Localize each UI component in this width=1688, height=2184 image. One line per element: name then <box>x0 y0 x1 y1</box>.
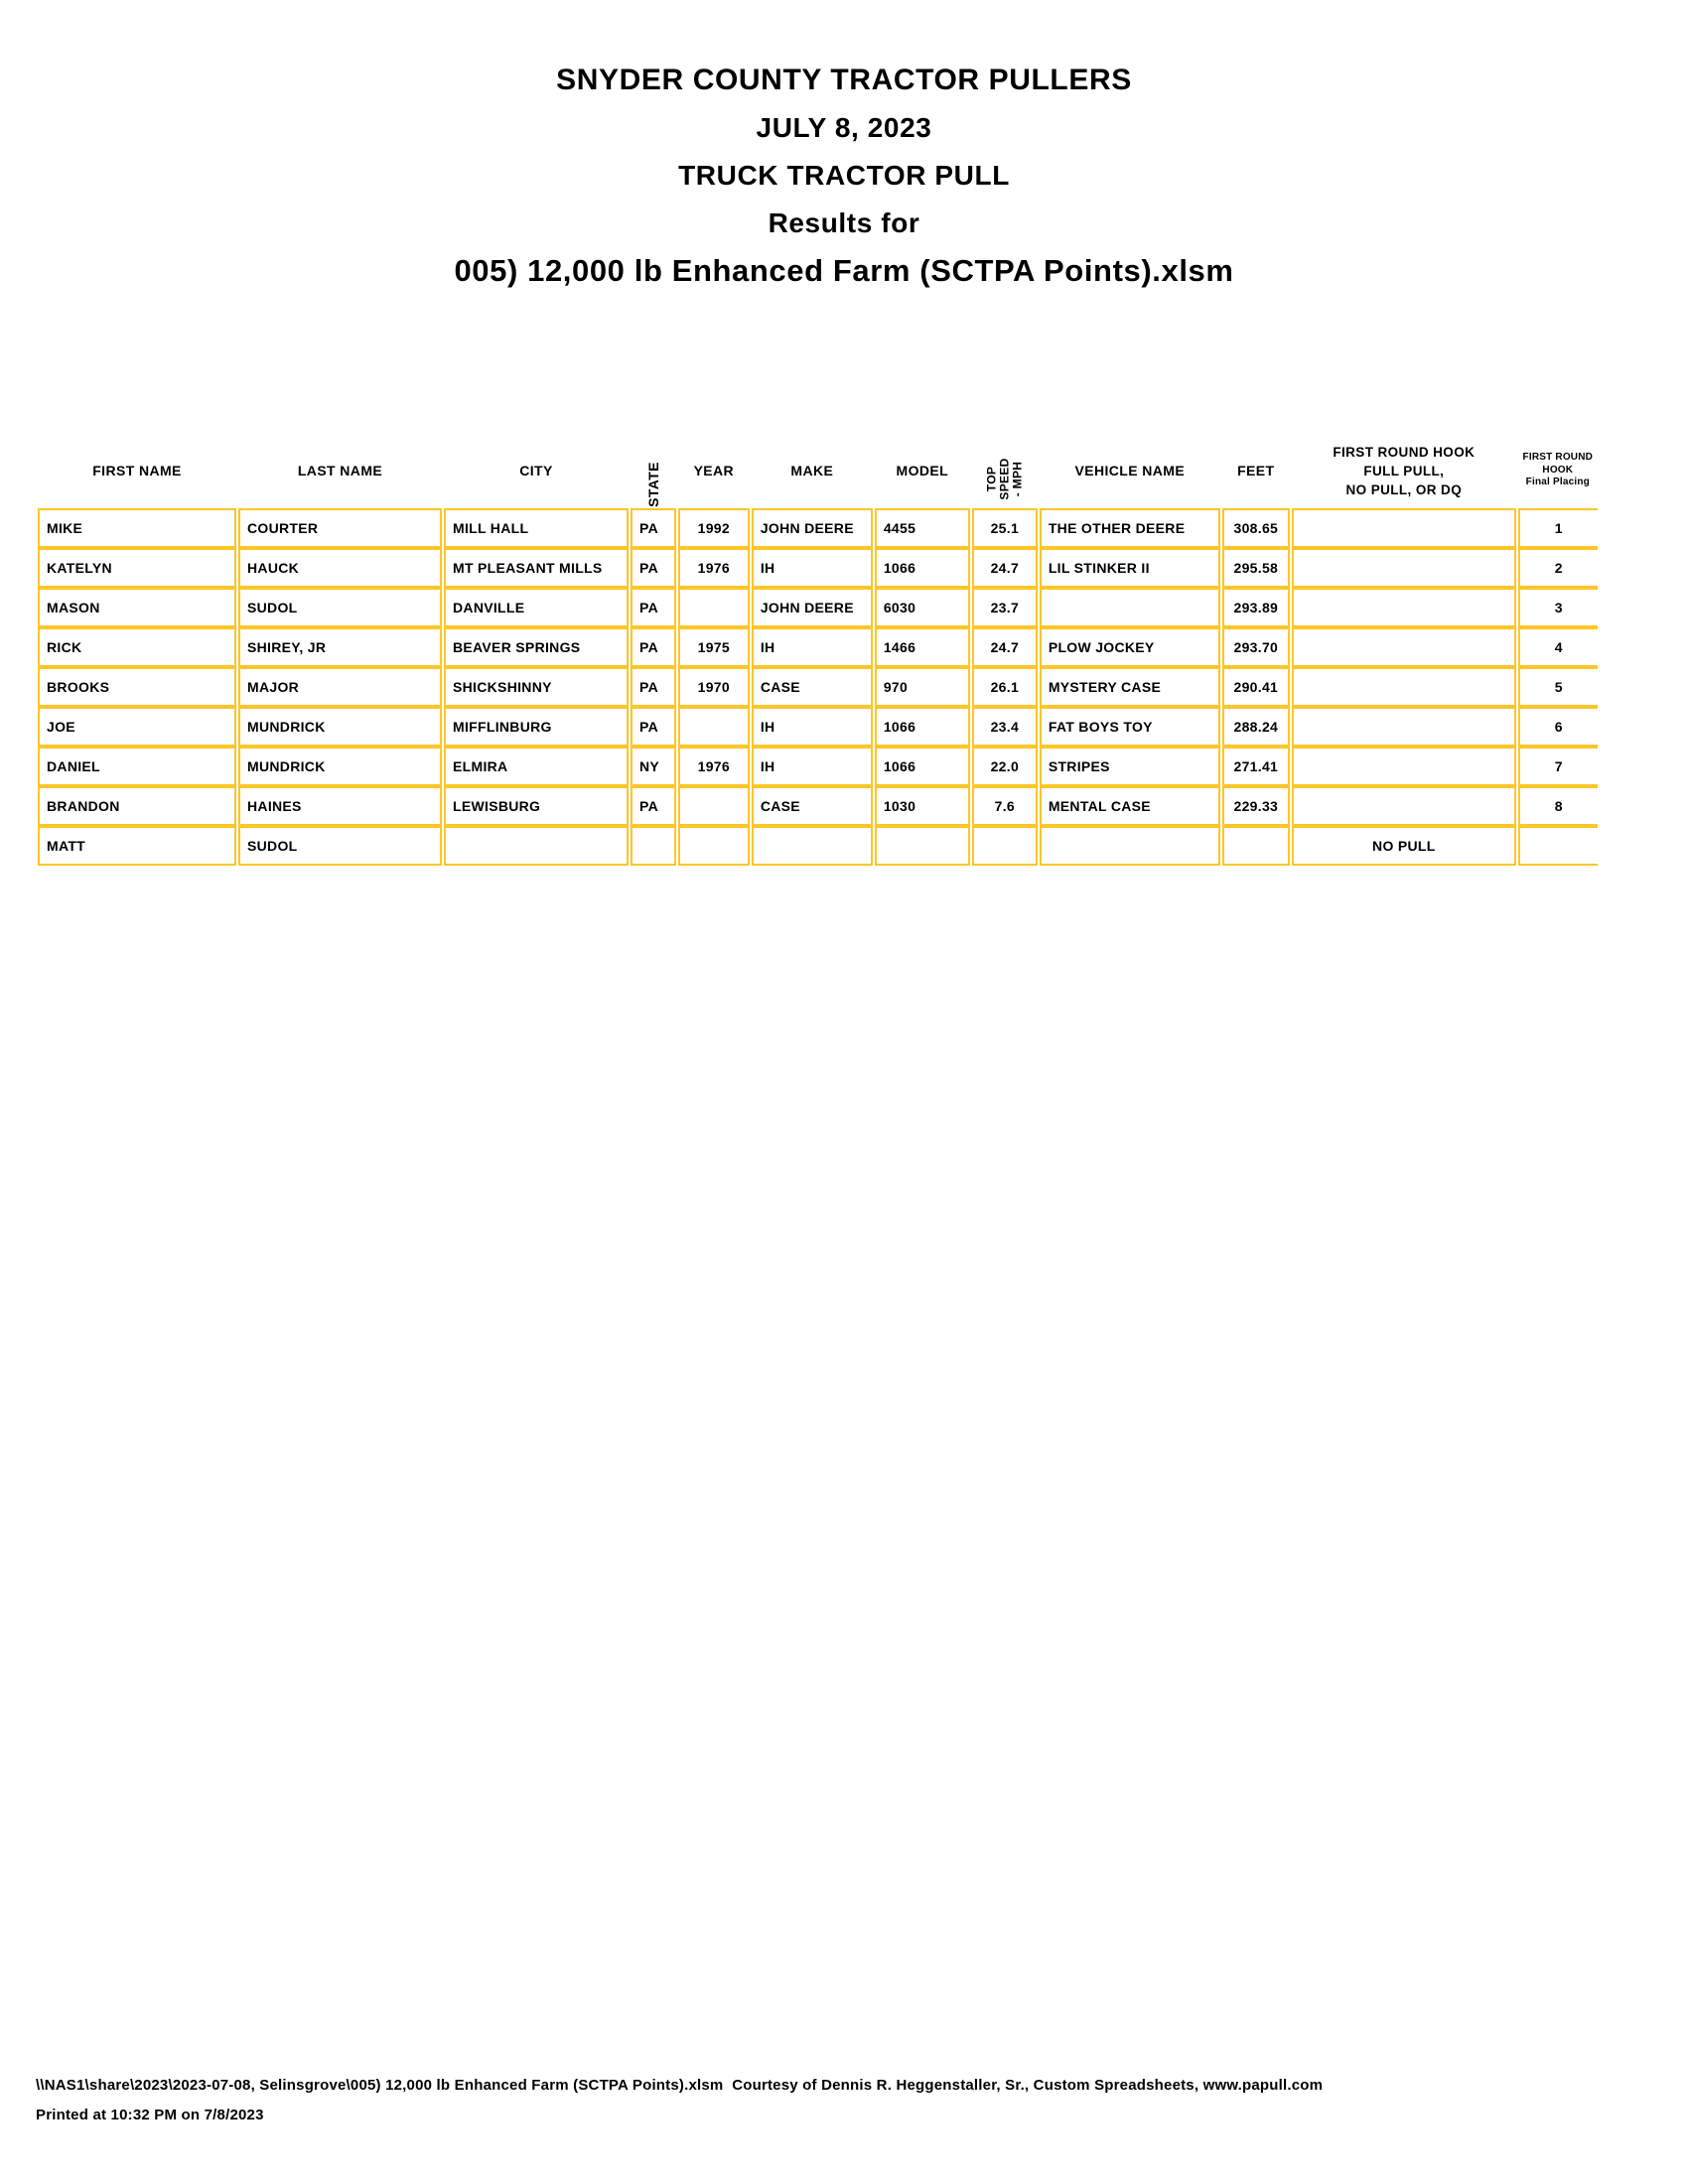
hook-result-cell <box>1292 508 1516 548</box>
model-cell: 6030 <box>875 588 970 627</box>
col-header-last-name: LAST NAME <box>297 463 383 478</box>
model-cell: 1466 <box>875 627 970 667</box>
model-cell: 1066 <box>875 548 970 588</box>
table-row <box>38 548 1598 588</box>
class-file-title: 005) 12,000 lb Enhanced Farm (SCTPA Points).xlsm <box>454 253 1234 288</box>
placing-cell: 8 <box>1518 786 1598 826</box>
feet-cell: 308.65 <box>1222 508 1290 548</box>
make-cell: IH <box>752 747 873 786</box>
col-header-first-round-hook: FIRST ROUND HOOK FULL PULL, NO PULL, OR DQ <box>1333 444 1476 497</box>
first-name-cell: MATT <box>38 826 236 866</box>
year-cell: 1970 <box>678 667 750 707</box>
city-cell: MIFFLINBURG <box>444 707 629 747</box>
first-name-cell: JOE <box>38 707 236 747</box>
last-name-cell: SHIREY, JR <box>238 627 442 667</box>
placing-cell: 2 <box>1518 548 1598 588</box>
results-table-wrap <box>36 433 1600 866</box>
city-cell: DANVILLE <box>444 588 629 627</box>
top-speed-rotated-label: TOP SPEED - MPH <box>984 457 1025 500</box>
city-cell: SHICKSHINNY <box>444 667 629 707</box>
placing-cell: 6 <box>1518 707 1598 747</box>
first-name-cell: MASON <box>38 588 236 627</box>
make-cell <box>752 826 873 866</box>
table-row <box>38 747 1598 786</box>
state-cell: PA <box>631 548 676 588</box>
col-header-vehicle-name: VEHICLE NAME <box>1074 463 1186 478</box>
col-header-make: MAKE <box>790 463 834 478</box>
year-cell: 1976 <box>678 548 750 588</box>
hook-result-cell: NO PULL <box>1292 826 1516 866</box>
year-cell: 1976 <box>678 747 750 786</box>
placing-cell: 3 <box>1518 588 1598 627</box>
year-cell <box>678 707 750 747</box>
hook-result-cell <box>1292 588 1516 627</box>
model-cell: 4455 <box>875 508 970 548</box>
report-footer <box>36 2071 1323 2130</box>
model-cell: 1066 <box>875 707 970 747</box>
hook-result-cell <box>1292 747 1516 786</box>
placing-cell: 7 <box>1518 747 1598 786</box>
top-speed-cell: 7.6 <box>972 786 1038 826</box>
org-title: SNYDER COUNTY TRACTOR PULLERS <box>556 64 1132 96</box>
city-cell: MT PLEASANT MILLS <box>444 548 629 588</box>
top-speed-cell <box>972 826 1038 866</box>
first-name-cell: BROOKS <box>38 667 236 707</box>
results-table <box>36 433 1600 866</box>
last-name-cell: HAUCK <box>238 548 442 588</box>
event-name: TRUCK TRACTOR PULL <box>678 160 1010 191</box>
year-cell <box>678 826 750 866</box>
first-name-cell: RICK <box>38 627 236 667</box>
make-cell: IH <box>752 627 873 667</box>
printed-timestamp-line: Printed at 10:32 PM on 7/8/2023 <box>36 2107 264 2123</box>
year-cell <box>678 786 750 826</box>
last-name-cell: SUDOL <box>238 588 442 627</box>
vehicle-name-cell: FAT BOYS TOY <box>1040 707 1220 747</box>
first-name-cell: MIKE <box>38 508 236 548</box>
make-cell: CASE <box>752 786 873 826</box>
feet-cell: 293.89 <box>1222 588 1290 627</box>
make-cell: JOHN DEERE <box>752 508 873 548</box>
table-row <box>38 826 1598 866</box>
vehicle-name-cell <box>1040 588 1220 627</box>
hook-result-cell <box>1292 548 1516 588</box>
last-name-cell: COURTER <box>238 508 442 548</box>
vehicle-name-cell: LIL STINKER II <box>1040 548 1220 588</box>
feet-cell: 293.70 <box>1222 627 1290 667</box>
year-cell <box>678 588 750 627</box>
top-speed-cell: 23.7 <box>972 588 1038 627</box>
table-row <box>38 667 1598 707</box>
city-cell: BEAVER SPRINGS <box>444 627 629 667</box>
feet-cell: 271.41 <box>1222 747 1290 786</box>
table-row <box>38 707 1598 747</box>
vehicle-name-cell: STRIPES <box>1040 747 1220 786</box>
state-cell: PA <box>631 667 676 707</box>
top-speed-cell: 23.4 <box>972 707 1038 747</box>
col-header-top-speed <box>972 433 1038 508</box>
state-cell: PA <box>631 588 676 627</box>
report-header <box>0 57 1688 295</box>
first-name-cell: BRANDON <box>38 786 236 826</box>
table-header-row <box>38 433 1598 508</box>
make-cell: IH <box>752 707 873 747</box>
vehicle-name-cell: MYSTERY CASE <box>1040 667 1220 707</box>
table-row <box>38 588 1598 627</box>
first-name-cell: DANIEL <box>38 747 236 786</box>
event-date: JULY 8, 2023 <box>756 112 932 143</box>
state-cell: PA <box>631 627 676 667</box>
state-cell: PA <box>631 786 676 826</box>
model-cell: 970 <box>875 667 970 707</box>
top-speed-cell: 24.7 <box>972 548 1038 588</box>
city-cell: ELMIRA <box>444 747 629 786</box>
last-name-cell: HAINES <box>238 786 442 826</box>
state-cell: PA <box>631 707 676 747</box>
state-rotated-label: STATE <box>644 462 661 507</box>
col-header-final-placing: FIRST ROUND HOOK Final Placing <box>1522 452 1594 488</box>
year-cell: 1992 <box>678 508 750 548</box>
table-row <box>38 627 1598 667</box>
top-speed-cell: 24.7 <box>972 627 1038 667</box>
make-cell: CASE <box>752 667 873 707</box>
file-path-line: \\NAS1\share\2023\2023-07-08, Selinsgrove\005) 12,000 lb Enhanced Farm (SCTPA Points).xlsm Courtesy of Dennis R. Heggenstaller, Sr., Custom Spreadsheets, www.papull.com <box>36 2077 1324 2094</box>
vehicle-name-cell: MENTAL CASE <box>1040 786 1220 826</box>
state-cell: PA <box>631 508 676 548</box>
city-cell: LEWISBURG <box>444 786 629 826</box>
col-header-state <box>631 433 676 508</box>
placing-cell: 5 <box>1518 667 1598 707</box>
hook-result-cell <box>1292 786 1516 826</box>
state-cell: NY <box>631 747 676 786</box>
model-cell: 1030 <box>875 786 970 826</box>
col-header-feet: FEET <box>1237 463 1275 478</box>
hook-result-cell <box>1292 627 1516 667</box>
placing-cell <box>1518 826 1598 866</box>
last-name-cell: MUNDRICK <box>238 747 442 786</box>
table-row <box>38 786 1598 826</box>
vehicle-name-cell <box>1040 826 1220 866</box>
col-header-model: MODEL <box>896 463 949 478</box>
make-cell: JOHN DEERE <box>752 588 873 627</box>
placing-cell: 4 <box>1518 627 1598 667</box>
first-name-cell: KATELYN <box>38 548 236 588</box>
state-cell <box>631 826 676 866</box>
vehicle-name-cell: PLOW JOCKEY <box>1040 627 1220 667</box>
city-cell <box>444 826 629 866</box>
table-body <box>38 508 1598 866</box>
placing-cell: 1 <box>1518 508 1598 548</box>
top-speed-cell: 25.1 <box>972 508 1038 548</box>
last-name-cell: MUNDRICK <box>238 707 442 747</box>
hook-result-cell <box>1292 667 1516 707</box>
last-name-cell: MAJOR <box>238 667 442 707</box>
col-header-first-name: FIRST NAME <box>92 463 182 478</box>
col-header-year: YEAR <box>693 463 735 478</box>
model-cell <box>875 826 970 866</box>
model-cell: 1066 <box>875 747 970 786</box>
last-name-cell: SUDOL <box>238 826 442 866</box>
vehicle-name-cell: THE OTHER DEERE <box>1040 508 1220 548</box>
top-speed-cell: 22.0 <box>972 747 1038 786</box>
hook-result-cell <box>1292 707 1516 747</box>
table-row <box>38 508 1598 548</box>
feet-cell: 288.24 <box>1222 707 1290 747</box>
feet-cell <box>1222 826 1290 866</box>
results-for-label: Results for <box>768 207 920 238</box>
year-cell: 1975 <box>678 627 750 667</box>
feet-cell: 229.33 <box>1222 786 1290 826</box>
make-cell: IH <box>752 548 873 588</box>
col-header-city: CITY <box>519 463 553 478</box>
city-cell: MILL HALL <box>444 508 629 548</box>
feet-cell: 295.58 <box>1222 548 1290 588</box>
top-speed-cell: 26.1 <box>972 667 1038 707</box>
feet-cell: 290.41 <box>1222 667 1290 707</box>
